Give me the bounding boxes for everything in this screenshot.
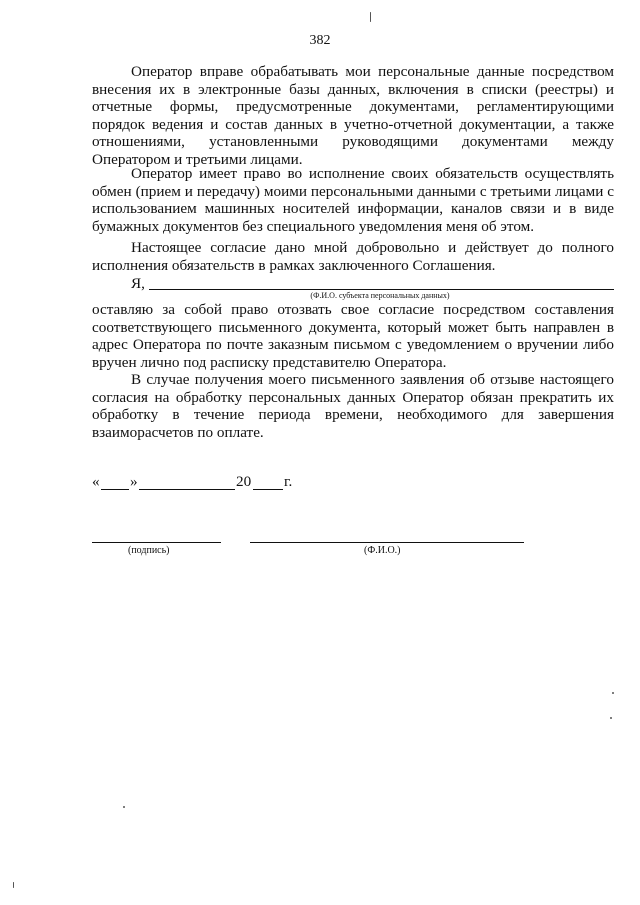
signature-blank bbox=[92, 542, 221, 543]
subject-name-caption: (Ф.И.О. субъекта персональных данных) bbox=[310, 291, 450, 300]
scan-mark bbox=[13, 882, 14, 888]
scan-speck bbox=[612, 692, 614, 694]
paragraph-revocation-right: оставляю за собой право отозвать свое согласие посредством составления соответствующего письменного документа, который может быть направлен в адрес Оператора по почте заказным письмом с уведомлением о вручении либо вручен лично под расписку представителю Оператора. bbox=[92, 301, 614, 371]
scan-mark bbox=[370, 12, 371, 22]
date-day-blank bbox=[101, 489, 129, 490]
scan-speck bbox=[610, 717, 612, 719]
subject-name-blank bbox=[149, 289, 614, 290]
paragraph-consent-validity: Настоящее согласие дано мной добровольно и действует до полного исполнения обязательств в рамках заключенного Соглашения. bbox=[92, 239, 614, 274]
paragraph-processing-rights: Оператор вправе обрабатывать мои персональные данные посредством внесения их в электронные базы данных, включения в списки (реестры) и отчетные формы, предусмотренные документами, регламентирующими порядок ведения и состав данных в учетно-отчетной документации, а также отношениями, установленными руководящими документами между Оператором и третьими лицами. bbox=[92, 63, 614, 168]
paragraph-revocation-handling: В случае получения моего письменного заявления об отзыве настоящего согласия на обработку персональных данных Оператор обязан прекратить их обработку в течение периода времени, необходимого для завершения взаиморасчетов по оплате. bbox=[92, 371, 614, 441]
full-name-blank bbox=[250, 542, 524, 543]
date-close-quote: » bbox=[130, 473, 138, 490]
subject-name-label: Я, bbox=[131, 275, 145, 292]
signature-caption: (подпись) bbox=[128, 545, 170, 556]
page-number: 382 bbox=[309, 33, 331, 48]
full-name-caption: (Ф.И.О.) bbox=[364, 545, 401, 556]
scan-speck bbox=[123, 806, 125, 808]
date-year-suffix: г. bbox=[284, 473, 293, 490]
date-year-prefix: 20 bbox=[236, 473, 252, 490]
paragraph-data-exchange: Оператор имеет право во исполнение своих обязательств осуществлять обмен (прием и передачу) моими персональными данными с третьими лицами с использованием машинных носителей информации, каналов связи и в виде бумажных документов без специального уведомления меня об этом. bbox=[92, 165, 614, 235]
date-month-blank bbox=[139, 489, 235, 490]
date-year-blank bbox=[253, 489, 283, 490]
date-open-quote: « bbox=[92, 473, 100, 490]
